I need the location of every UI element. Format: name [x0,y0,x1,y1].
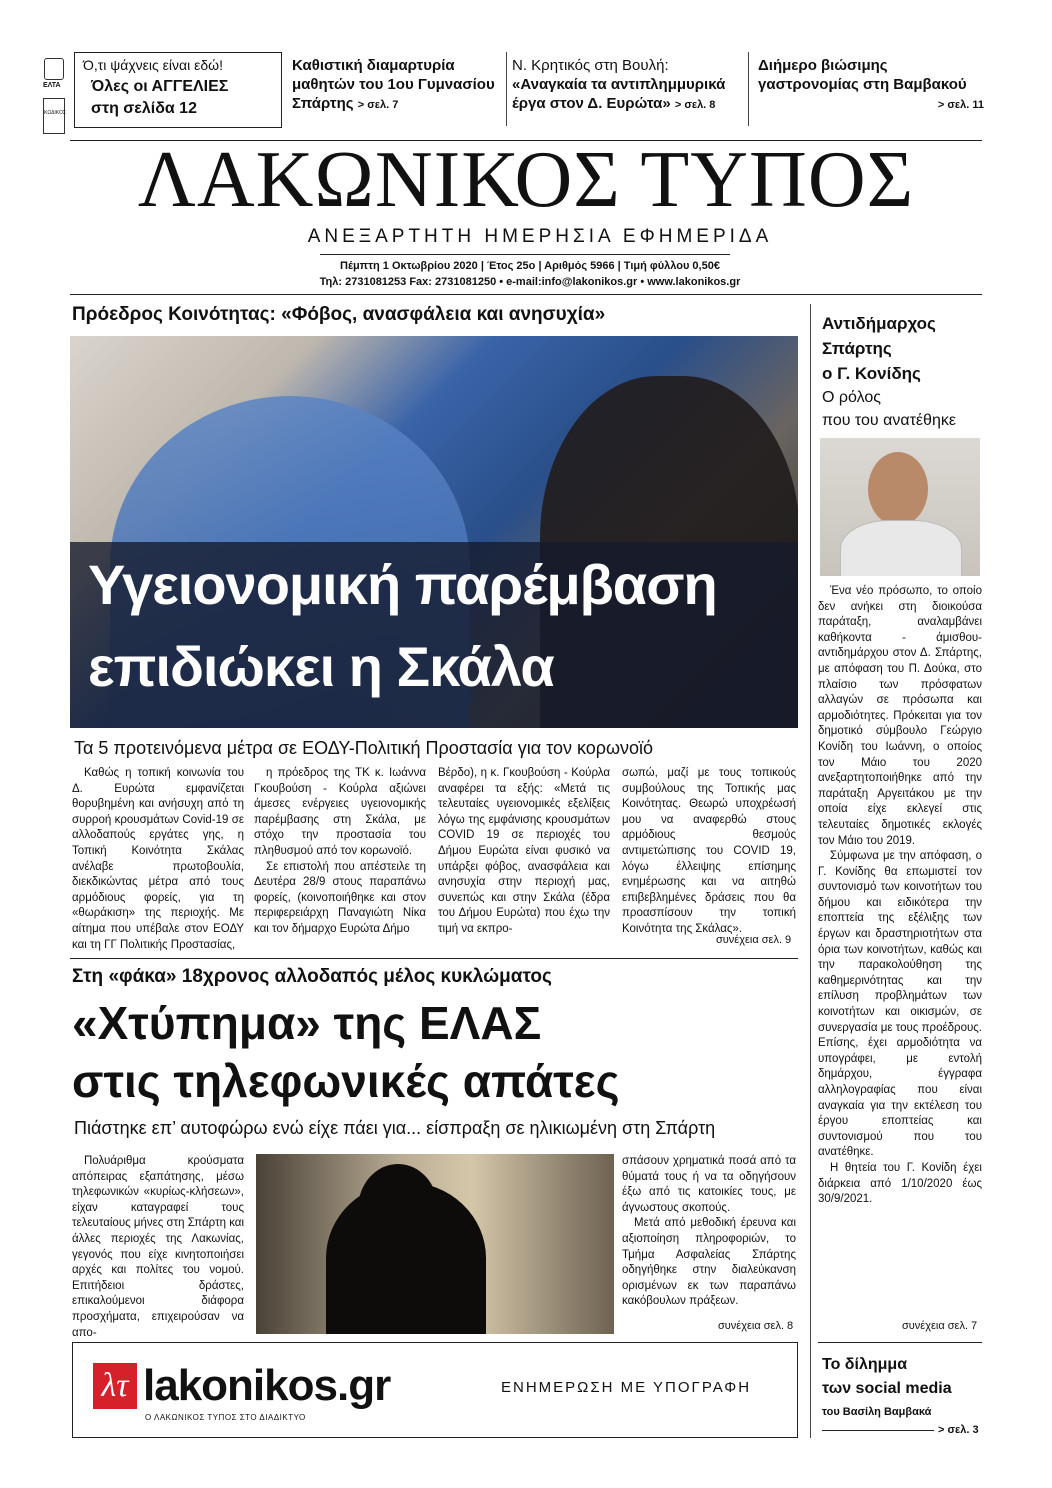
sidebar-sub1: Ο ρόλος [822,389,881,406]
opinion-rule [822,1430,934,1431]
teaser-protest[interactable] [292,56,502,115]
lead-kicker: Πρόεδρος Κοινότητας: «Φόβος, ανασφάλεια και ανησυχία» [72,304,606,325]
ads-teaser-box[interactable] [74,52,282,128]
issue-info: Πέμπτη 1 Οκτωβρίου 2020 | Έτος 25ο | Αριθμός 5966 | Τιμή φύλλου 0,50€ [340,260,720,272]
teaser-kritikos[interactable] [512,56,742,115]
ads-line3: στη σελίδα 12 [91,100,197,117]
sidebar-text-2: Σύμφωνα με την απόφαση, ο Γ. Κονίδης θα επωμιστεί τον συντονισμό των κοινοτήτων του δήμου και ειδικότερα την εποπτεία της εξέλιξης των έργων και δραστηριοτήτων στα όρια των κοινοτήτων, καθώς και την παρακολούθηση της καθημερινότητας και την επίλυση προβλημάτων των κοινοτήτων και οικισμών, σε συνεργασία με τους προέδρους. Επίσης, έχει αρμοδιότητα να υπογράφει, με εντολή δημάρχου, έγγραφα αλληλογραφίας που είναι αναγκαία για την εκτέλεση του έργου εποπτείας και συντονισμού που του ανατέθηκε. [818,850,982,1159]
elta-icon [44,58,64,80]
teaser-kritikos-line2: «Αναγκαία τα αντιπλημμυρικά [512,76,726,93]
teaser-kritikos-page: > σελ. 8 [674,99,716,111]
stamp-code: ΚΩΔΙΚΟΣ [44,110,66,116]
lead-col2 [254,766,426,938]
lead-headline-line2: επιδιώκει η Σκάλα [88,635,554,698]
teaser-divider [748,52,749,126]
second-continued[interactable]: συνέχεια σελ. 8 [718,1320,794,1332]
teaser-protest-line1: Καθιστική διαμαρτυρία [292,57,455,74]
stamp-text: ΕΛΤΑ [43,82,61,89]
silhouette-head [358,1164,438,1254]
second-subhead: Πιάστηκε επ’ αυτοφώρω ενώ είχε πάει για... είσπραξη σε ηλικιωμένη στη Σπάρτη [74,1118,716,1138]
lead-col2-text-a: η πρόεδρος της ΤΚ κ. Ιωάννα Γκουβούση - Κούρλα αξιώνει άμεσες ενέργειες υγειονομικής παρέμβασης στη Σκάλα, με στόχο την προστασία του πληθυσμού από τον κορωνοϊό. [254,767,426,857]
stamp [40,52,68,136]
second-col2 [622,1154,796,1310]
teaser-gastronomy-page: > σελ. 11 [937,99,984,111]
sidebar-continued[interactable]: συνέχεια σελ. 7 [902,1320,978,1332]
second-col1-text: Πολυάριθμα κρούσματα απόπειρας εξαπάτησης, μέσω τηλεφωνικών «κυρίως-κλήσεων», είχαν καταγραφεί τους τελευταίους μήνες στη Σπάρτη και άλλες περιοχές της Λακωνίας, γεγονός που είχε κινητοποιήσει αρχές και πολίτες του νομού. Επιτήδειοι δράστες, επικαλούμενοι διάφορα προσχήματα, επιχειρούσαν να απο- [72,1155,245,1339]
contact-info: Τηλ: 2731081253 Fax: 2731081250 • e-mail:info@lakonikos.gr • www.lakonikos.gr [319,276,741,288]
lead-col2-text-b: Σε επιστολή που απέστειλε τη Δευτέρα 28/9 στους παραπάνω φορείς, (κοινοποιήθηκε και στον περιφερειάρχη Παναγιώτη Νίκα και τον δήμαρχο Ευρώτα Δήμο [254,860,426,935]
sidebar-kicker1: Αντιδήμαρχος [822,314,936,333]
lead-col1-text: Καθώς η τοπική κοινωνία του Δ. Ευρώτα εμφανίζεται θορυβημένη και ανήσυχη από τη συρροή κρουσμάτων Covid-19 σε αλλοδαπούς εργάτες γης, η Τοπική Κοινότητα Σκάλας ανέλαβε πρωτοβουλία, διεκδικώντας μέτρα από τους αρμόδιους φορείς, για τη «θωράκιση» της περιοχής. Με αίτημα που υπέβαλε στον ΕΟΔΥ και τη ΓΓ Πολιτικής Προστασίας, [72,767,244,951]
lead-bottom-rule [70,958,798,959]
opinion-title2[interactable]: των social media [822,1380,952,1397]
teaser-kritikos-line3: έργα στον Δ. Ευρώτα» [512,95,671,112]
sidebar-text-1: Ένα νέο πρόσωπο, το οποίο δεν ανήκει στη διοικούσα παράταξη, αναλαμβάνει καθήκοντα - άμισθου- αντιδημάρχου στον Δ. Σπάρτης, με απόφαση του Π. Δούκα, στο πλαίσιο των πρόσφατων αλλαγών σε πρόσωπα και αρμοδιότητες. Πρόκειται για τον δημοτικό σύμβουλο Γεώργιο Κονίδη του Ιωάννη, ο οποίος τον Μάιο του 2020 ανεξαρτητοποιήθηκε από την παράταξη Αργειτάκου με την οποία είχε εκλεγεί στις τελευταίες δημοτικές εκλογές τον Μάιο του 2019. [818,585,982,847]
masthead-bottom-rule [70,294,982,295]
sidebar-divider [810,304,811,1438]
lead-col3 [438,766,610,938]
lead-col4-text: σωπώ, μαζί με τους τοπικούς συμβούλους της Τοπικής μας Κοινότητας. Θεωρώ υποχρέωσή μου να αναφερθώ στους αρμόδιους θεσμούς αντιμετώπισης του COVID 19, λόγω έλλειψης επίσημης ενημέρωσης και να αιτηθώ επιβεβλημένες δράσεις που θα προασπίσουν την τοπική Κοινότητα της Σκάλας». [622,767,796,935]
teaser-gastronomy[interactable] [758,56,984,115]
logo-tagline: Ο ΛΑΚΩΝΙΚΟΣ ΤΥΠΟΣ ΣΤΟ ΔΙΑΔΙΚΤΥΟ [145,1413,306,1422]
ads-line2: Όλες οι ΑΓΓΕΛΙΕΣ [91,78,229,95]
stamp-box-icon [43,98,65,134]
sidebar-article [818,584,982,1208]
sidebar-rule [818,1342,982,1343]
second-headline-line1: «Χτύπημα» της ΕΛΑΣ [72,997,542,1049]
second-col2-text-a: σπάσουν χρηματικά ποσά από τα θύματά τους ή να τα οδηγήσουν έξω από τις κατοικίες τους, με άγνωστους σκοπούς. [622,1155,796,1214]
website-banner[interactable] [72,1342,798,1438]
portrait-body [840,520,962,576]
opinion-title1[interactable]: Το δίλημμα [822,1356,908,1373]
teaser-divider [506,52,507,126]
second-photo [256,1154,614,1334]
second-col1 [72,1154,244,1341]
portrait-head [868,452,928,526]
sidebar-sub2: που του ανατέθηκε [822,412,956,429]
teaser-protest-page: > σελ. 7 [357,99,399,111]
lead-subhead: Τα 5 προτεινόμενα μέτρα σε ΕΟΔΥ-Πολιτική Προστασία για τον κορωνοϊό [74,738,654,758]
teaser-gastronomy-line1: Διήμερο βιώσιμης [758,57,888,74]
lead-photo [70,336,798,728]
logo-text: lakonikos.gr [143,1361,391,1410]
lead-col4 [622,766,796,938]
teaser-kritikos-line1: Ν. Κρητικός στη Βουλή: [512,57,669,74]
sidebar-text-3: Η θητεία του Γ. Κονίδη έχει διάρκεια από 1/10/2020 έως 30/9/2021. [818,1161,982,1206]
teaser-gastronomy-line2: γαστρονομίας στη Βαμβακού [758,76,967,93]
opinion-author: του Βασίλη Βαμβακά [822,1406,932,1418]
ads-line1: Ό,τι ψάχνεις είναι εδώ! [83,57,223,73]
lead-col1 [72,766,244,953]
masthead-title: ΛΑΚΩΝΙΚΟΣ ΤΥΠΟΣ [137,136,915,224]
banner-slogan: ΕΝΗΜΕΡΩΣΗ ΜΕ ΥΠΟΓΡΑΦΗ [501,1379,752,1396]
lead-continued[interactable]: συνέχεια σελ. 9 [716,934,792,946]
lead-col3-text: Βέρδο), η κ. Γκουβούση - Κούρλα αναφέρει τα εξής: «Μετά τις τελευταίες υγειονομικές εξελίξεις λόγω της εμφάνισης κρουσμάτων COVID 19 σε περιοχές του Δήμου Ευρώτα είναι φυσικό να υπάρξει φόβος, ανασφάλεια και ανησυχία στην περιοχή μας, συνεπώς και στην Σκάλα (έδρα του Δήμου Ευρώτα) που έχω την τιμή να εκπρο- [438,767,610,935]
opinion-page[interactable]: > σελ. 3 [938,1424,979,1436]
portrait-photo [820,438,980,576]
lead-headline-line1: Υγειονομική παρέμβαση [88,553,717,616]
logo-mark-icon: λτ [93,1363,137,1409]
second-col2-text-b: Μετά από μεθοδική έρευνα και αξιοποίηση πληροφοριών, το Τμήμα Ασφαλείας Σπάρτης οδηγήθηκε στην διαλεύκανση ορισμένων εκ των παραπάνω κακόβουλων πράξεων. [622,1217,796,1308]
second-headline-line2: στις τηλεφωνικές απάτες [72,1055,620,1107]
teaser-protest-line2: μαθητών του 1ου Γυμνασίου [292,76,495,93]
second-kicker: Στη «φάκα» 18χρονος αλλοδαπός μέλος κυκλώματος [72,966,552,987]
sidebar-kicker3: ο Γ. Κονίδης [822,364,921,383]
teaser-protest-line3: Σπάρτης [292,95,354,112]
masthead-rule [320,254,730,255]
masthead-subtitle: ΑΝΕΞΑΡΤΗΤΗ ΗΜΕΡΗΣΙΑ ΕΦΗΜΕΡΙΔΑ [307,226,773,247]
sidebar-kicker2: Σπάρτης [822,339,892,358]
